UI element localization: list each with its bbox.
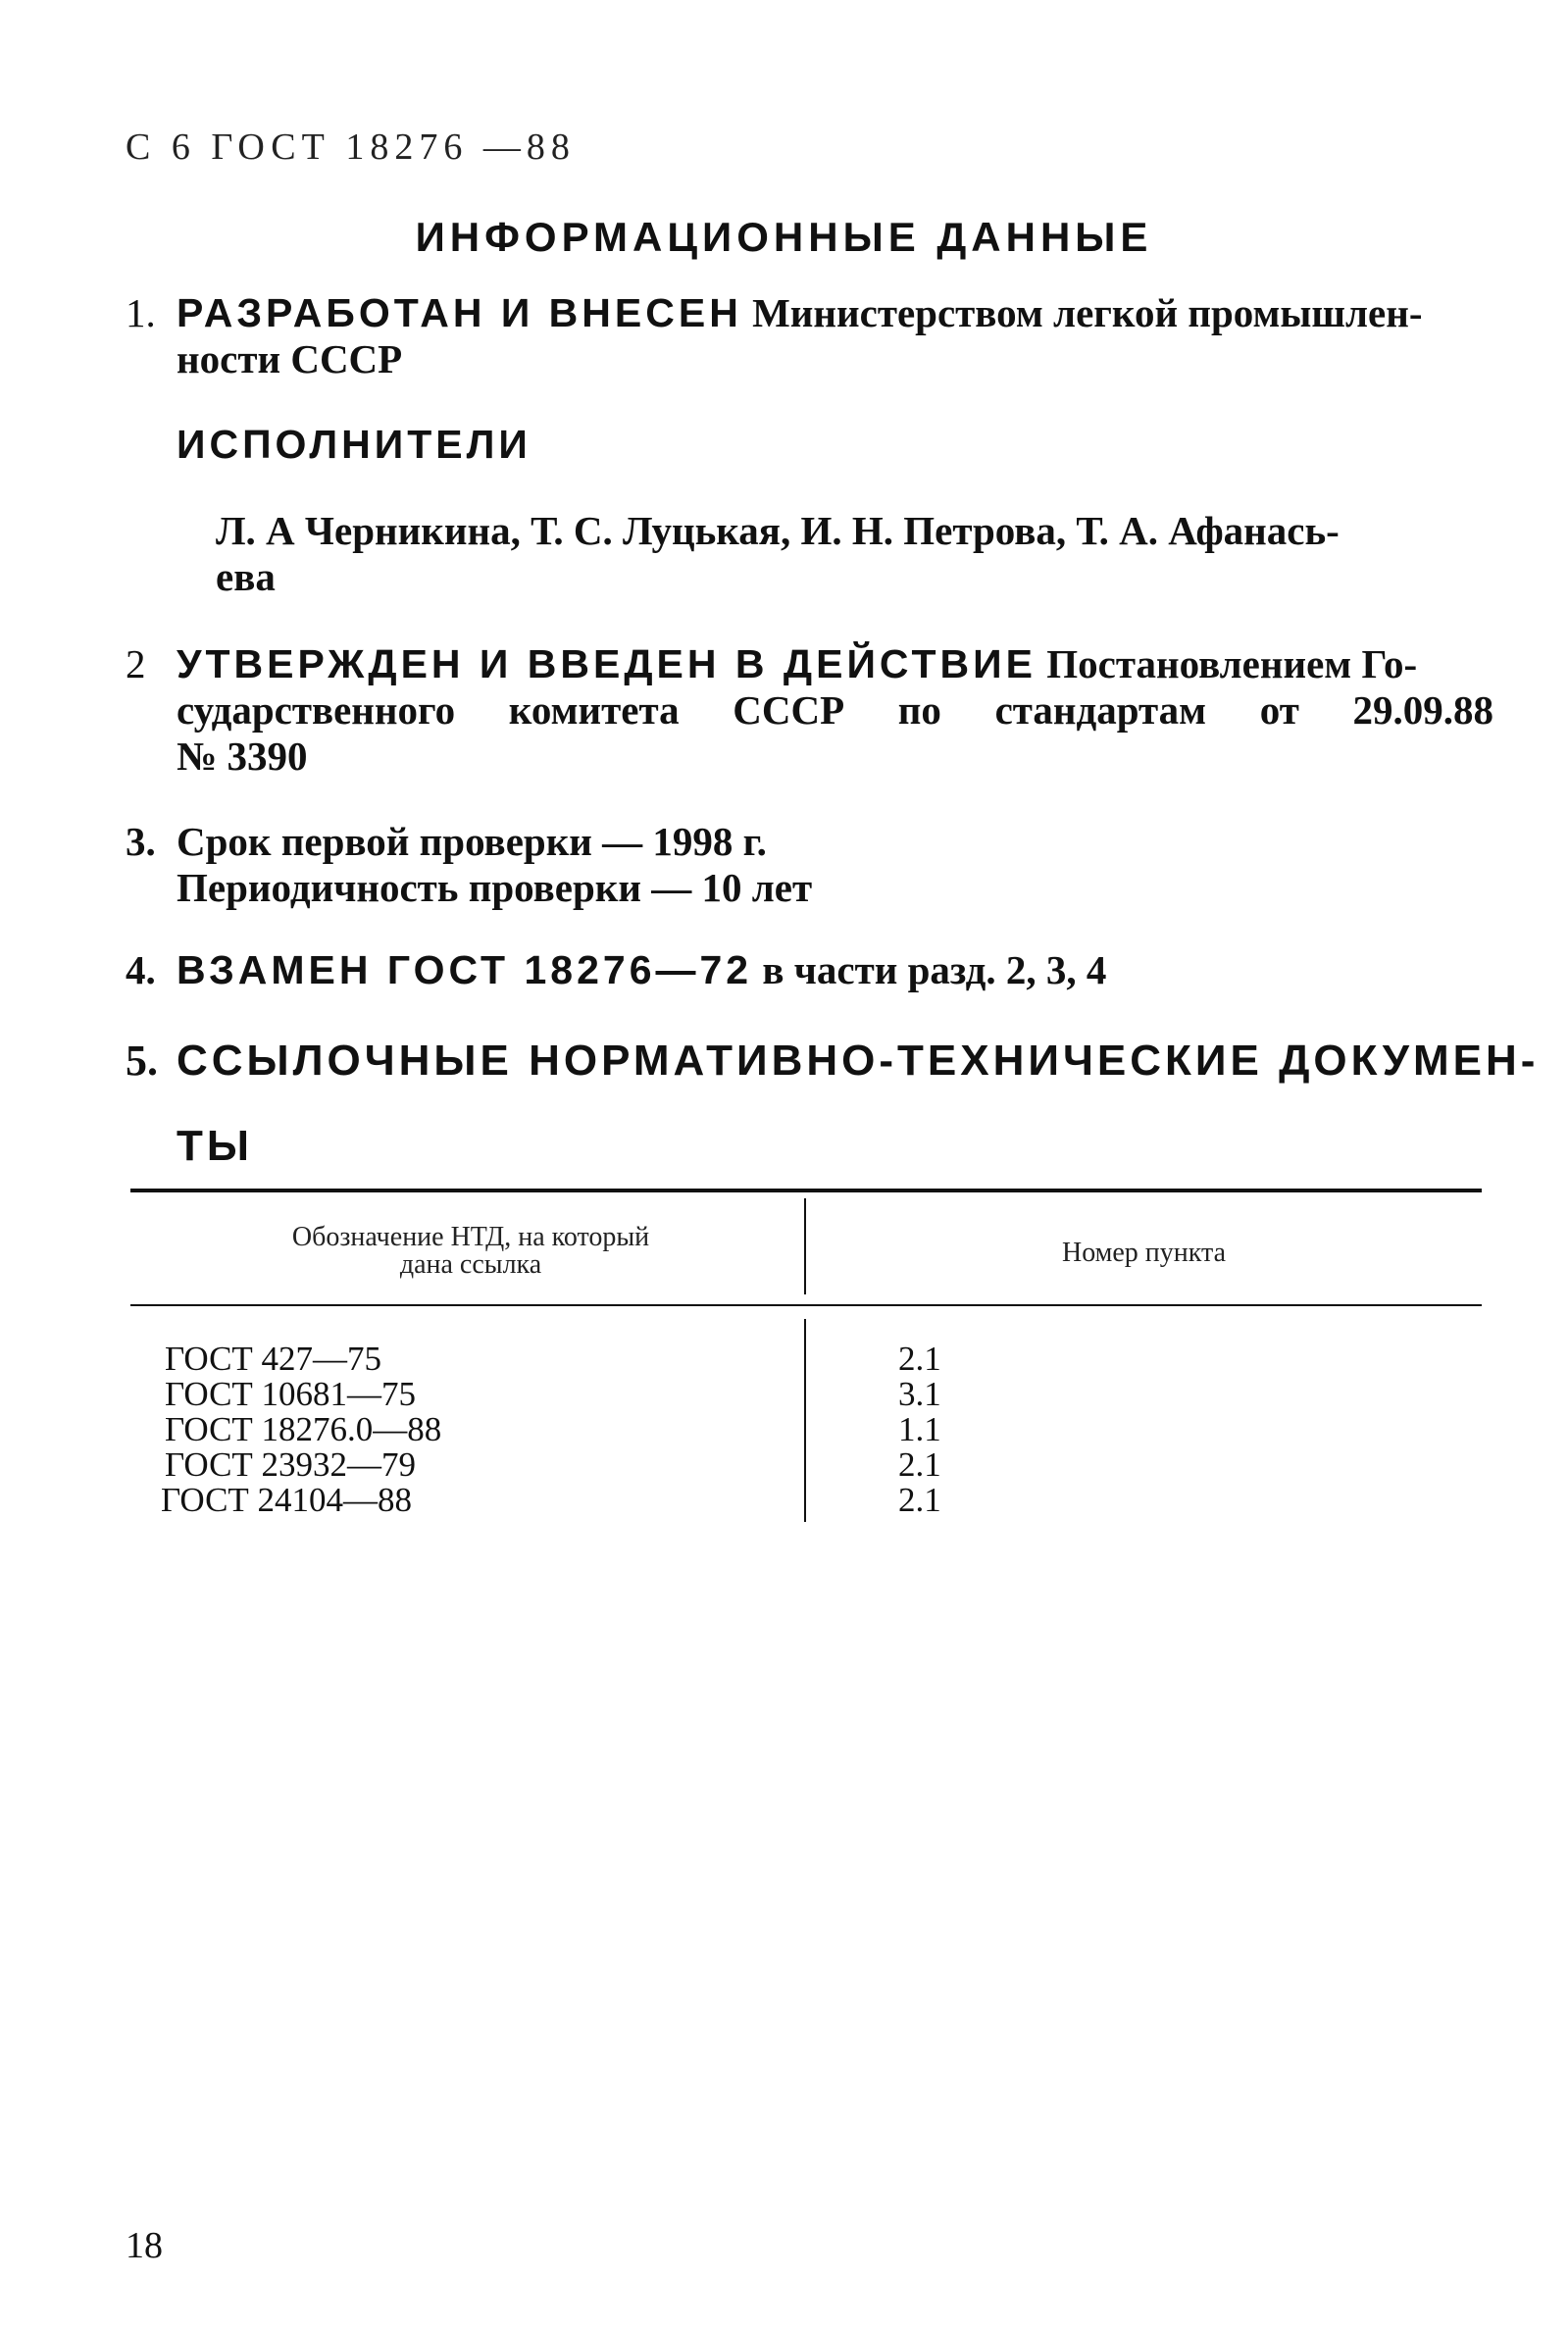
table-cell-clause: 2.1 bbox=[898, 1340, 941, 1378]
executors-line1: Л. А Черникина, Т. С. Луцькая, И. Н. Петрова, Т. А. Афанась- bbox=[216, 508, 1340, 553]
page-header: С 6 ГОСТ 18276 —88 bbox=[126, 127, 576, 168]
table-cell-clause: 2.1 bbox=[898, 1445, 941, 1484]
item-text-line2: Периодичность проверки — 10 лет bbox=[177, 865, 813, 910]
item-replaces bbox=[126, 947, 1106, 993]
executors-line2: ева bbox=[216, 554, 276, 599]
item-text: Постановлением Го- bbox=[1046, 641, 1418, 686]
item-caps: УТВЕРЖДЕН И ВВЕДЕН В ДЕЙСТВИЕ bbox=[177, 641, 1037, 686]
table-row: ГОСТ 18276.0—88 bbox=[165, 1410, 442, 1448]
executors-names bbox=[216, 508, 1340, 600]
item-caps: ВЗАМЕН ГОСТ 18276—72 bbox=[177, 947, 753, 992]
page-title: ИНФОРМАЦИОННЫЕ ДАННЫЕ bbox=[415, 214, 1153, 260]
item-text: в части разд. 2, 3, 4 bbox=[762, 947, 1107, 992]
table-row: ГОСТ 24104—88 bbox=[161, 1481, 413, 1519]
table-cell-clause: 3.1 bbox=[898, 1375, 941, 1413]
item-text-line2: ности СССР bbox=[177, 336, 403, 381]
table-header-document-line2: дана ссылка bbox=[399, 1249, 542, 1280]
table-column-divider-body bbox=[804, 1319, 806, 1522]
table-header-document bbox=[137, 1224, 804, 1279]
item-number: 2 bbox=[126, 641, 146, 686]
item-number: 5. bbox=[126, 1037, 158, 1085]
item-text-line2: сударственного комитета СССР по стандартам от 29.09.88 bbox=[177, 687, 1493, 733]
table-row: ГОСТ 10681—75 bbox=[165, 1375, 417, 1413]
table-row: ГОСТ 427—75 bbox=[165, 1340, 382, 1378]
table-header-rule bbox=[130, 1304, 1482, 1306]
item-text-line3: № 3390 bbox=[177, 734, 308, 779]
item-caps: РАЗРАБОТАН И ВНЕСЕН bbox=[177, 290, 742, 335]
table-header-clause: Номер пункта bbox=[1061, 1238, 1227, 1268]
item-text: Министерством легкой промышлен- bbox=[752, 290, 1423, 335]
item-number: 1. bbox=[126, 290, 156, 335]
item-caps-line2: ТЫ bbox=[177, 1122, 253, 1170]
table-row: ГОСТ 23932—79 bbox=[165, 1445, 417, 1484]
item-caps: ССЫЛОЧНЫЕ НОРМАТИВНО-ТЕХНИЧЕСКИЕ ДОКУМЕН- bbox=[177, 1037, 1540, 1085]
item-approved bbox=[126, 641, 1493, 780]
page-number: 18 bbox=[126, 2225, 163, 2266]
item-developed bbox=[126, 290, 1423, 382]
table-top-rule bbox=[130, 1189, 1482, 1192]
item-number: 3. bbox=[126, 819, 156, 864]
item-number: 4. bbox=[126, 947, 156, 992]
table-cell-clause: 2.1 bbox=[898, 1481, 941, 1519]
item-references bbox=[126, 1038, 1539, 1169]
executors-heading: ИСПОЛНИТЕЛИ bbox=[177, 422, 531, 467]
table-cell-clause: 1.1 bbox=[898, 1410, 941, 1448]
item-text: Срок первой проверки — 1998 г. bbox=[177, 819, 767, 864]
item-review bbox=[126, 819, 812, 911]
table-header-document-line1: Обозначение НТД, на который bbox=[291, 1222, 650, 1252]
